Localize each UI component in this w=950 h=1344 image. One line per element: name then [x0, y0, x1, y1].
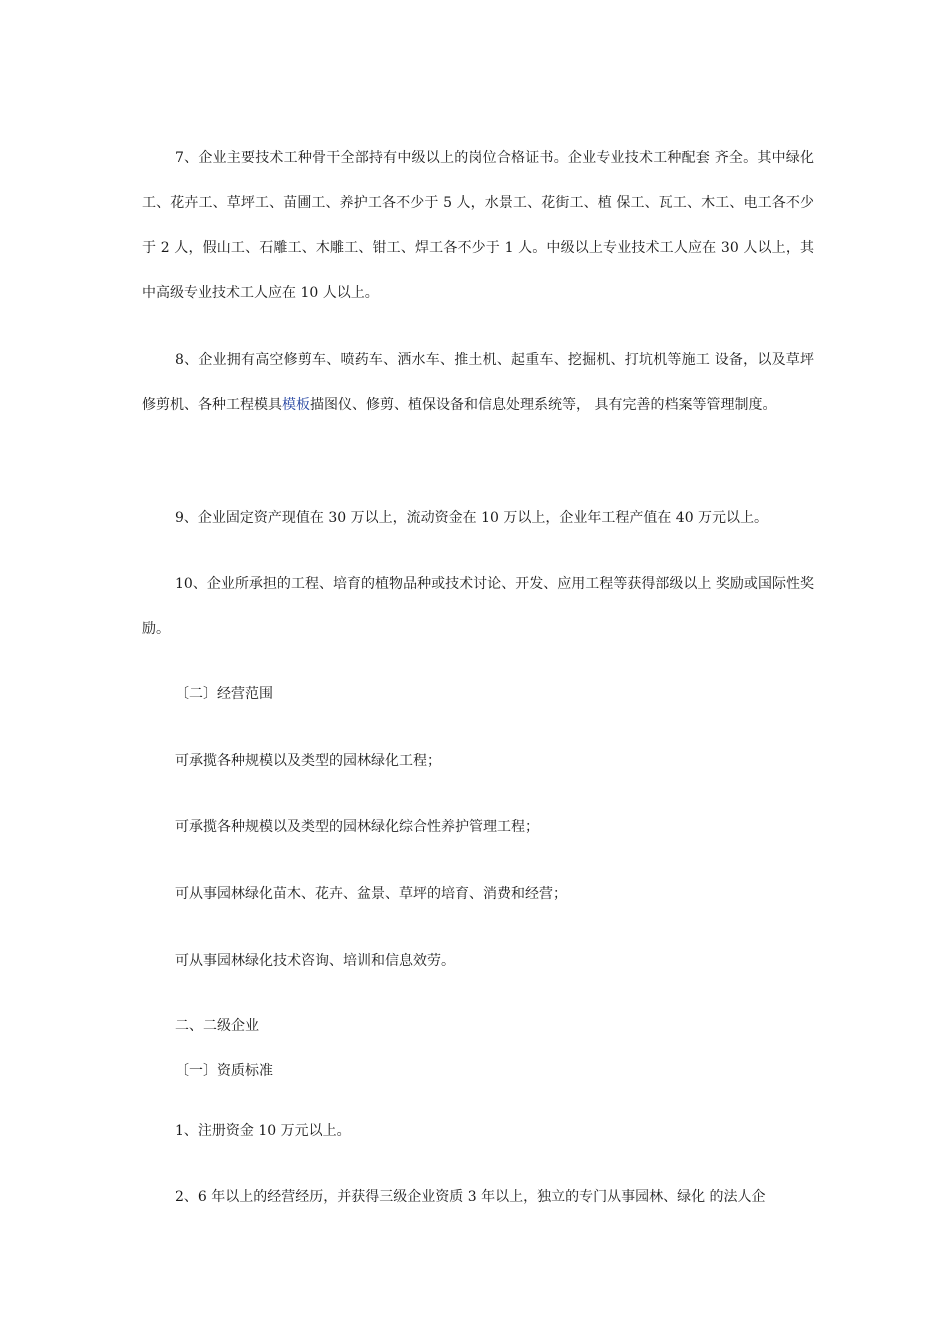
section-heading-level2: 二、二级企业 [175, 1018, 259, 1034]
paragraph-8-text-start: 8、企业拥有高空修剪车、喷药车、洒水车、推土机、起重车、挖掘机、打坑机等施工 设备，以及草坪修剪机、各种工程模具 [142, 352, 814, 413]
paragraph-10: 10、企业所承担的工程、培育的植物品种或技术讨论、开发、应用工程等获得部级以上 奖励或国际性奖励。 [142, 576, 814, 637]
paragraph-8 [142, 338, 814, 428]
scope-item-3: 可从事园林绿化苗木、花卉、盆景、草坪的培育、消费和经营； [175, 886, 567, 902]
template-link[interactable]: 模板 [282, 397, 310, 413]
scope-heading: 〔二〕经营范围 [175, 686, 273, 702]
scope-item-2: 可承揽各种规模以及类型的园林绿化综合性养护管理工程； [175, 819, 539, 835]
paragraph-7: 7、企业主要技术工种骨干全部持有中级以上的岗位合格证书。企业专业技术工种配套 齐全。其中绿化工、花卉工、草坪工、苗圃工、养护工各不少于 5 人，水景工、花街工、植 保工、瓦工、木工、电工各不少于 2 人，假山工、石雕工、木雕工、钳工、焊工各不少于 1 人。中级以上专业技术工人应在 30 人以上，其中高级专业技术工人应在 10 人以上。 [142, 150, 814, 301]
paragraph-9: 9、企业固定资产现值在 30 万以上，流动资金在 10 万以上，企业年工程产值在 40 万元以上。 [175, 510, 769, 526]
qualification-item-1: 1、注册资金 10 万元以上。 [175, 1123, 351, 1139]
scope-item-4: 可从事园林绿化技术咨询、培训和信息效劳。 [175, 953, 455, 969]
scope-item-1: 可承揽各种规模以及类型的园林绿化工程； [175, 753, 441, 769]
qualification-item-2: 2、6 年以上的经营经历，并获得三级企业资质 3 年以上，独立的专门从事园林、绿化 的法人企 [175, 1189, 766, 1205]
paragraph-8-text-end: 描图仪、修剪、植保设备和信息处理系统等， 具有完善的档案等管理制度。 [310, 397, 777, 413]
qualification-heading: 〔一〕资质标准 [175, 1063, 273, 1079]
